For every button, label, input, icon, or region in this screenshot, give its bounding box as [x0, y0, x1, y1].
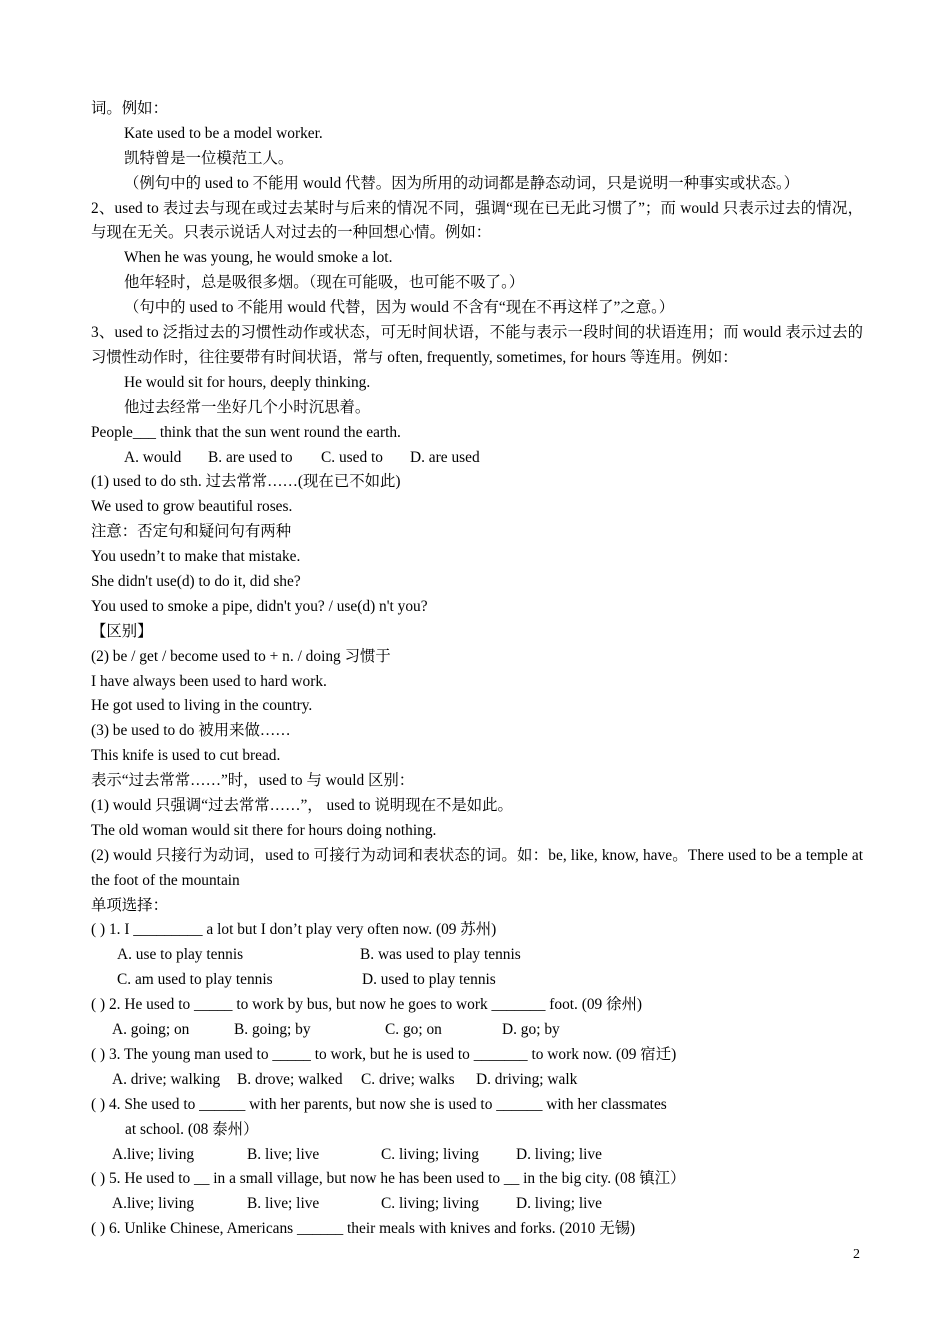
text-line: You usedn’t to make that mistake. — [91, 548, 301, 566]
answer-option: B. going; by — [234, 1021, 311, 1039]
text-line: I have always been used to hard work. — [91, 672, 327, 690]
text-line: ( ) 6. Unlike Chinese, Americans ______ their meals with knives and forks. (2010 无锡) — [91, 1220, 636, 1238]
answer-option: D. driving; walk — [476, 1070, 578, 1088]
text-line: This knife is used to cut bread. — [91, 747, 281, 765]
answer-options-line — [91, 1192, 863, 1217]
answer-options-line — [91, 1143, 863, 1168]
text-line: (2) be / get / become used to + n. / doing 习惯于 — [91, 647, 391, 665]
answer-option: D. used to play tennis — [362, 971, 496, 989]
text-line: （例句中的 used to 不能用 would 代替。因为所用的动词都是静态动词，只是说明一种事实或状态。） — [124, 174, 800, 192]
answer-option: B. live; live — [247, 1145, 320, 1163]
text-line: He got used to living in the country. — [91, 697, 313, 715]
text-line: 凯特曾是一位模范工人。 — [124, 149, 294, 167]
answer-option: B. live; live — [247, 1195, 320, 1213]
answer-option: C. used to — [321, 448, 383, 466]
text-line: (1) used to do sth. 过去常常……(现在已不如此) — [91, 473, 401, 491]
text-line: 他年轻时，总是吸很多烟。（现在可能吸，也可能不吸了。） — [124, 274, 525, 292]
answer-options-line — [91, 446, 863, 471]
text-line: When he was young, he would smoke a lot. — [124, 249, 393, 267]
answer-option: A.live; living — [112, 1145, 195, 1163]
answer-option: C. living; living — [381, 1195, 479, 1213]
page-number: 2 — [853, 1247, 860, 1262]
answer-option: A. would — [124, 448, 182, 466]
text-line: People___ think that the sun went round the earth. — [91, 423, 401, 441]
text-line: ( ) 2. He used to _____ to work by bus, but now he goes to work _______ foot. (09 徐州) — [91, 996, 643, 1014]
text-line: We used to grow beautiful roses. — [91, 498, 293, 516]
text-line: (1) would 只强调“过去常常……”， used to 说明现在不是如此。 — [91, 797, 513, 814]
text-line: （句中的 used to 不能用 would 代替，因为 would 不含有“现在不再这样了”之意。） — [124, 299, 675, 317]
answer-option: A. drive; walking — [112, 1070, 221, 1088]
text-line: 单项选择： — [91, 896, 168, 914]
text-line: 词。例如： — [91, 100, 168, 117]
text-line: The old woman would sit there for hours doing nothing. — [91, 821, 437, 839]
text-line: He would sit for hours, deeply thinking. — [124, 373, 371, 391]
answer-options-line — [91, 1068, 863, 1093]
text-line: Kate used to be a model worker. — [124, 124, 323, 142]
answer-option: D. living; live — [516, 1145, 602, 1163]
text-line: ( ) 4. She used to ______ with her parents, but now she is used to ______ with her classmates — [91, 1095, 667, 1113]
text-line: 表示“过去常常……”时，used to 与 would 区别： — [91, 772, 415, 790]
text-line: 注意：否定句和疑问句有两种 — [91, 523, 292, 541]
answer-option: C. am used to play tennis — [117, 971, 273, 989]
answer-option: B. was used to play tennis — [360, 946, 521, 964]
text-line: ( ) 1. I _________ a lot but I don’t play very often now. (09 苏州) — [91, 921, 497, 939]
text-line: 【区别】 — [91, 622, 153, 640]
answer-option: D. living; live — [516, 1195, 602, 1213]
text-line: You used to smoke a pipe, didn't you? / use(d) n't you? — [91, 597, 428, 615]
answer-option: D. are used — [410, 448, 480, 466]
answer-options-line — [91, 1018, 863, 1043]
answer-option: B. drove; walked — [237, 1070, 343, 1088]
text-line: ( ) 3. The young man used to _____ to work, but he is used to _______ to work now. (09 宿迁) — [91, 1045, 677, 1063]
text-line: ( ) 5. He used to __ in a small village, but now he has been used to __ in the big city. (08 镇江） — [91, 1170, 686, 1188]
answer-options-line — [91, 968, 863, 993]
answer-option: A.live; living — [112, 1195, 195, 1213]
text-line: (3) be used to do 被用来做…… — [91, 722, 291, 740]
answer-option: C. living; living — [381, 1145, 479, 1163]
text-line: (2) would 只接行为动词，used to 可接行为动词和表状态的词。如：be, like, know, have。There used to be a temple at the foot of the mountain — [91, 846, 863, 889]
text-line: 2、used to 表过去与现在或过去某时与后来的情况不同，强调“现在已无此习惯了”；而 would 只表示过去的情况，与现在无关。只表示说话人对过去的一种回想心情。例如： — [91, 199, 863, 242]
answer-option: C. drive; walks — [361, 1070, 455, 1088]
answer-option: A. use to play tennis — [117, 946, 244, 964]
text-line: She didn't use(d) to do it, did she? — [91, 572, 301, 590]
answer-option: B. are used to — [208, 448, 293, 466]
answer-option: C. go; on — [385, 1021, 442, 1039]
answer-option: D. go; by — [502, 1021, 560, 1039]
text-line: at school. (08 泰州） — [125, 1120, 259, 1138]
answer-option: A. going; on — [112, 1021, 190, 1039]
text-line: 3、used to 泛指过去的习惯性动作或状态，可无时间状语，不能与表示一段时间的状语连用；而 would 表示过去的习惯性动作时，往往要带有时间状语，常与 often, frequently, sometimes, for hours 等连用。例如： — [91, 324, 863, 366]
answer-options-line — [91, 943, 863, 968]
document-body — [91, 97, 863, 1242]
text-line: 他过去经常一坐好几个小时沉思着。 — [124, 398, 371, 416]
